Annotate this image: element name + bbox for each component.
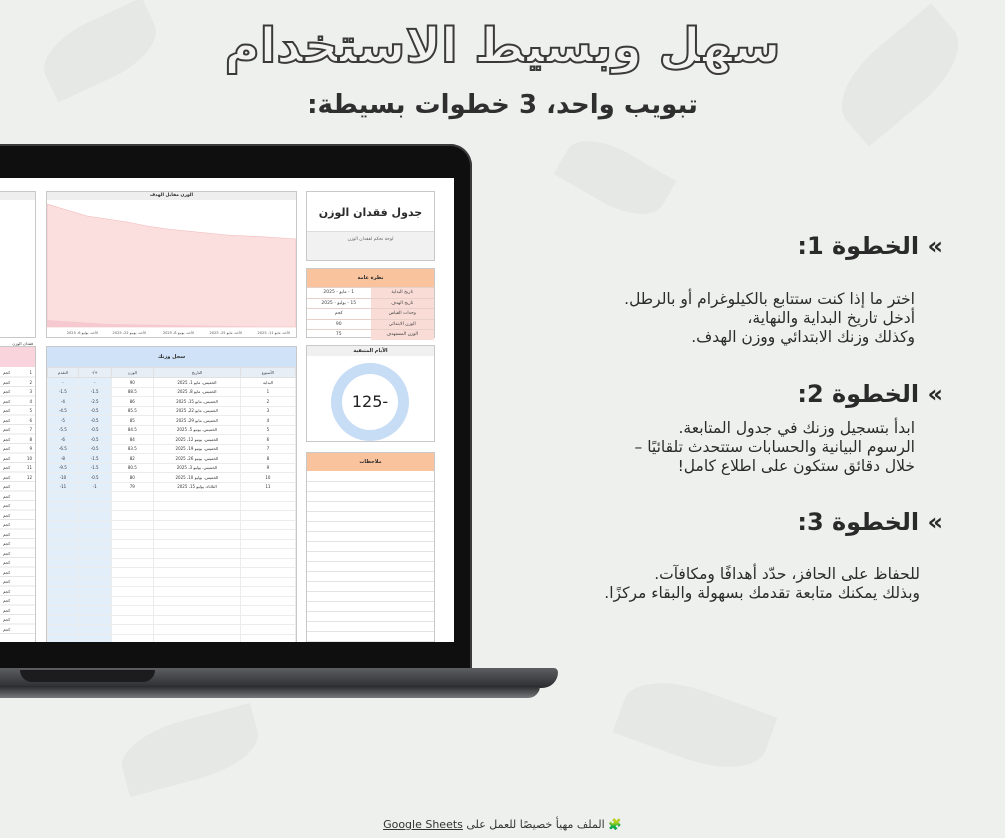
table-row-empty [48, 596, 296, 606]
puzzle-icon: 🧩 [608, 818, 622, 831]
overview-row [307, 319, 434, 330]
weight-area [47, 204, 296, 327]
log-cell-empty[interactable] [48, 530, 79, 540]
log-cell[interactable]: - [78, 378, 111, 388]
log-cell-empty[interactable] [78, 606, 111, 616]
log-cell[interactable]: 1 [240, 387, 295, 397]
log-cell-empty[interactable] [240, 520, 295, 530]
leaf-decoration [115, 703, 266, 797]
log-cell[interactable]: - [48, 378, 79, 388]
left-log-number: 1 [29, 370, 32, 375]
log-cell[interactable]: 80 [111, 473, 153, 483]
log-cell[interactable]: 1.5- [48, 387, 79, 397]
log-cell[interactable]: 0.5- [78, 473, 111, 483]
page-title: سهل وبسيط الاستخدام [224, 18, 781, 74]
log-cell-empty[interactable] [48, 615, 79, 625]
left-log-number: 7 [29, 427, 32, 432]
left-log-unit: كجم [3, 512, 11, 518]
overview-value[interactable]: كجم [334, 311, 343, 316]
log-cell[interactable]: الثلاثاء، يوليو 15، 2025 [154, 482, 241, 492]
left-log-unit: كجم [3, 484, 11, 489]
table-row-empty [48, 539, 296, 549]
log-cell-empty[interactable] [48, 501, 79, 511]
log-cell-empty[interactable] [48, 558, 79, 568]
leaf-decoration [613, 666, 778, 783]
left-panel-partial [0, 191, 36, 338]
log-cell[interactable]: الخميس، مايو 22، 2025 [154, 406, 241, 416]
left-log-unit: كجم [3, 503, 11, 508]
left-log-number: 5 [29, 408, 32, 413]
log-cell-empty[interactable] [154, 492, 241, 502]
log-cell[interactable]: 11- [48, 482, 79, 492]
log-cell[interactable]: الخميس، يوليو 10، 2025 [154, 473, 241, 483]
table-row-empty [48, 520, 296, 530]
left-log-unit: كجم [3, 626, 11, 632]
left-log-unit: كجم [3, 398, 11, 404]
table-row-empty [48, 549, 296, 559]
table-row [48, 397, 296, 407]
log-cell[interactable]: الخميس، مايو 15، 2025 [154, 397, 241, 407]
log-cell[interactable]: الخميس، يوليو 3، 2025 [154, 463, 241, 473]
log-cell[interactable]: 5- [48, 416, 79, 426]
step-3-heading: » الخطوة 3: [797, 508, 943, 536]
log-cell-empty[interactable] [48, 568, 79, 578]
log-cell-empty[interactable] [48, 596, 79, 606]
log-column-header: الأسبوع [240, 368, 295, 378]
log-cell-empty[interactable] [78, 501, 111, 511]
overview-value[interactable]: 75 [335, 332, 342, 337]
table-row [48, 378, 296, 388]
log-cell-empty[interactable] [154, 520, 241, 530]
log-cell-empty[interactable] [240, 501, 295, 511]
log-cell[interactable]: 8- [48, 454, 79, 464]
footer-text: الملف مهيأ خصيصًا للعمل على [466, 818, 605, 831]
log-cell-empty[interactable] [78, 558, 111, 568]
remaining-header: الأيام المتبقية [307, 346, 434, 356]
log-cell-empty[interactable] [78, 520, 111, 530]
remaining-donut [331, 363, 409, 441]
log-cell-empty[interactable] [48, 587, 79, 597]
log-cell-empty[interactable] [240, 625, 295, 635]
log-column-header: التقدم [48, 368, 79, 378]
log-cell[interactable]: 85.5 [111, 406, 153, 416]
overview-row [307, 308, 434, 319]
weight-log-table [46, 346, 297, 642]
step-1-text: اختر ما إذا كنت ستتابع بالكيلوغرام أو بالرطل. أدخل تاريخ البداية والنهاية، وكذلك وزنك الابتدائي ووزن الهدف. [624, 290, 915, 346]
step-3-text: للحفاظ على الحافز، حدّد أهدافًا ومكافآت. وبذلك يمكنك متابعة تقدمك بسهولة والبقاء مركزًا. [604, 565, 920, 602]
log-cell-empty[interactable] [111, 511, 153, 521]
log-cell[interactable]: 84 [111, 435, 153, 445]
log-cell-empty[interactable] [154, 577, 241, 587]
overview-value[interactable]: 90 [335, 321, 342, 327]
overview-row [307, 298, 434, 309]
table-row [48, 416, 296, 426]
left-log-unit: كجم [3, 417, 11, 423]
notes-header: ملاحظات [307, 453, 434, 471]
log-cell-empty[interactable] [154, 606, 241, 616]
log-cell[interactable]: الخميس، يونيو 5، 2025 [154, 425, 241, 435]
log-cell-empty[interactable] [111, 558, 153, 568]
left-log-unit: كجم [3, 531, 11, 537]
log-cell-empty[interactable] [48, 539, 79, 549]
left-log-number: 3 [29, 389, 32, 394]
sheet-title: جدول فقدان الوزن [318, 206, 423, 219]
log-cell-empty[interactable] [240, 634, 295, 642]
weight-chart [46, 191, 297, 338]
table-row-empty [48, 615, 296, 625]
log-cell[interactable]: 0.5- [78, 416, 111, 426]
log-cell-empty[interactable] [78, 577, 111, 587]
left-log-number: 11 [26, 465, 32, 470]
log-cell[interactable]: الخميس، يونيو 26، 2025 [154, 454, 241, 464]
remaining-value: 125- [342, 374, 398, 430]
log-cell-empty[interactable] [154, 539, 241, 549]
log-cell-empty[interactable] [111, 539, 153, 549]
log-cell-empty[interactable] [78, 549, 111, 559]
left-log-unit: كجم [3, 541, 11, 546]
left-log-number: 6 [29, 417, 32, 423]
log-cell-empty[interactable] [154, 615, 241, 625]
log-cell-empty[interactable] [240, 511, 295, 521]
step-1-heading: » الخطوة 1: [797, 232, 943, 260]
log-cell-empty[interactable] [48, 606, 79, 616]
left-log-partial [0, 341, 36, 642]
log-cell-empty[interactable] [111, 634, 153, 642]
left-log-number: 8 [29, 436, 32, 442]
log-cell-empty[interactable] [48, 549, 79, 559]
overview-value[interactable]: 15 - يوليو - 2025 [321, 300, 357, 306]
table-row [48, 463, 296, 473]
laptop-base-bottom [0, 686, 540, 698]
log-cell[interactable]: الخميس، يونيو 19، 2025 [154, 444, 241, 454]
log-cell-empty[interactable] [111, 492, 153, 502]
log-cell-empty[interactable] [240, 596, 295, 606]
log-cell-empty[interactable] [240, 577, 295, 587]
chart-x-tick: الأحد، يونيو 22، 2025 [112, 331, 146, 335]
left-log-unit: كجم [3, 560, 11, 565]
left-log-number: 9 [29, 446, 32, 451]
log-cell-empty[interactable] [240, 606, 295, 616]
log-cell[interactable]: 85 [111, 416, 153, 426]
log-cell-empty[interactable] [240, 558, 295, 568]
left-log-unit: كجم [3, 522, 11, 527]
overview-row [307, 287, 434, 298]
log-cell[interactable]: 83.5 [111, 444, 153, 454]
log-cell-empty[interactable] [240, 530, 295, 540]
left-log-unit: كجم [3, 607, 11, 613]
log-cell-empty[interactable] [240, 549, 295, 559]
left-log-unit: كجم [3, 598, 11, 603]
table-row-empty [48, 492, 296, 502]
log-cell[interactable]: الخميس، مايو 8، 2025 [154, 387, 241, 397]
log-column-header: +/- [78, 368, 111, 378]
table-row [48, 454, 296, 464]
log-cell[interactable]: 2.5- [78, 397, 111, 407]
chart-x-tick: الأحد، يوليو 6، 2025 [66, 331, 98, 335]
log-cell-empty[interactable] [154, 568, 241, 578]
overview-label: تاريخ البداية [371, 288, 435, 298]
table-row [48, 387, 296, 397]
log-cell-empty[interactable] [111, 625, 153, 635]
log-cell[interactable]: 1- [78, 482, 111, 492]
log-cell[interactable]: الخميس، مايو 29، 2025 [154, 416, 241, 426]
log-cell-empty[interactable] [240, 587, 295, 597]
left-log-number: 12 [26, 474, 32, 480]
table-row-empty [48, 568, 296, 578]
page-subtitle: تبويب واحد، 3 خطوات بسيطة: [307, 90, 698, 120]
log-cell-empty[interactable] [240, 539, 295, 549]
table-row [48, 435, 296, 445]
log-cell-empty[interactable] [154, 625, 241, 635]
log-cell[interactable]: 6.5- [48, 444, 79, 454]
log-cell-empty[interactable] [78, 492, 111, 502]
log-cell[interactable]: 2 [240, 397, 295, 407]
log-cell-empty[interactable] [111, 587, 153, 597]
log-cell[interactable]: 86 [111, 397, 153, 407]
log-cell-empty[interactable] [78, 625, 111, 635]
laptop-notch [20, 670, 155, 682]
log-cell[interactable]: 9.5- [48, 463, 79, 473]
log-cell-empty[interactable] [48, 634, 79, 642]
table-row-empty [48, 606, 296, 616]
log-cell-empty[interactable] [111, 520, 153, 530]
overview-label: الوزن الابتدائي [371, 320, 435, 330]
log-cell[interactable]: 5.5- [48, 425, 79, 435]
log-cell[interactable]: 10- [48, 473, 79, 483]
log-cell[interactable]: 3 [240, 406, 295, 416]
log-cell[interactable]: 4 [240, 416, 295, 426]
log-cell-empty[interactable] [154, 634, 241, 642]
log-cell-empty[interactable] [240, 568, 295, 578]
step-2-heading: » الخطوة 2: [797, 380, 943, 408]
left-log-unit: كجم [3, 379, 11, 385]
sheet-title-card [306, 191, 435, 261]
remaining-days-panel [306, 345, 435, 442]
log-cell-empty[interactable] [111, 606, 153, 616]
log-cell[interactable]: 10 [240, 473, 295, 483]
log-cell-empty[interactable] [111, 501, 153, 511]
overview-label: وحدات القياس [371, 309, 435, 319]
left-log-number: 2 [29, 379, 32, 385]
log-cell[interactable]: 79 [111, 482, 153, 492]
log-cell-empty[interactable] [111, 577, 153, 587]
footer-note [0, 818, 1005, 831]
log-table [47, 367, 296, 642]
left-log-unit: كجم [3, 455, 11, 461]
left-log-unit: كجم [3, 370, 11, 375]
log-cell[interactable]: الخميس، يونيو 12، 2025 [154, 435, 241, 445]
left-log-unit: كجم [3, 493, 11, 499]
left-log-unit: كجم [3, 465, 11, 470]
log-cell[interactable]: 84.5 [111, 425, 153, 435]
log-cell[interactable]: 5 [240, 425, 295, 435]
table-row-empty [48, 511, 296, 521]
left-log-number: 4 [29, 398, 32, 404]
log-cell[interactable]: 80.5 [111, 463, 153, 473]
chart-x-tick: الأحد، مايو 25، 2025 [209, 331, 242, 335]
log-cell-empty[interactable] [154, 558, 241, 568]
log-cell-empty[interactable] [111, 596, 153, 606]
left-log-unit: كجم [3, 408, 11, 413]
log-column-header: التاريخ [154, 368, 241, 378]
table-row [48, 406, 296, 416]
log-cell-empty[interactable] [48, 492, 79, 502]
overview-value[interactable]: 1 - مايو - 2025 [323, 290, 355, 295]
log-cell[interactable]: 82 [111, 454, 153, 464]
step-2-text: ابدأ بتسجيل وزنك في جدول المتابعة. الرسوم البيانية والحسابات ستتحدث تلقائيًا – خلال دقائق ستكون على اطلاع كامل! [634, 419, 915, 475]
log-cell[interactable]: 1.5- [78, 387, 111, 397]
log-cell-empty[interactable] [154, 549, 241, 559]
overview-row [307, 329, 434, 340]
log-cell-empty[interactable] [154, 596, 241, 606]
log-cell-empty[interactable] [240, 492, 295, 502]
table-row-empty [48, 577, 296, 587]
sheet-subtitle: لوحة تحكم لفقدان الوزن [347, 237, 394, 242]
log-cell-empty[interactable] [78, 615, 111, 625]
log-cell-empty[interactable] [111, 530, 153, 540]
log-cell[interactable]: 11 [240, 482, 295, 492]
log-cell[interactable]: 4.5- [48, 406, 79, 416]
table-row-empty [48, 501, 296, 511]
table-row-empty [48, 634, 296, 642]
log-cell[interactable]: البداية [240, 378, 295, 388]
log-cell[interactable]: الخميس، مايو 1، 2025 [154, 378, 241, 388]
notes-panel [306, 452, 435, 642]
log-cell[interactable]: 0.5- [78, 425, 111, 435]
log-cell[interactable]: 90 [111, 378, 153, 388]
leaf-decoration [554, 126, 677, 229]
log-cell[interactable]: 7 [240, 444, 295, 454]
left-log-unit: كجم [3, 427, 11, 432]
log-cell-empty[interactable] [78, 634, 111, 642]
chart-x-tick: الأحد، يونيو 8، 2025 [162, 331, 194, 335]
chart-x-tick: الأحد، مايو 11، 2025 [257, 331, 290, 335]
log-cell-empty[interactable] [78, 539, 111, 549]
log-cell-empty[interactable] [240, 615, 295, 625]
log-cell[interactable]: 0.5- [78, 406, 111, 416]
log-cell-empty[interactable] [48, 511, 79, 521]
log-cell[interactable]: 4- [48, 397, 79, 407]
log-cell-empty[interactable] [78, 568, 111, 578]
table-row [48, 482, 296, 492]
table-row [48, 444, 296, 454]
log-cell-empty[interactable] [111, 549, 153, 559]
left-log-unit: كجم [3, 588, 11, 594]
log-cell-empty[interactable] [111, 568, 153, 578]
left-log-unit: كجم [3, 389, 11, 394]
log-cell-empty[interactable] [111, 615, 153, 625]
log-cell-empty[interactable] [48, 625, 79, 635]
chart-area [47, 200, 296, 330]
log-cell[interactable]: 0.5- [78, 444, 111, 454]
log-cell[interactable]: 9 [240, 463, 295, 473]
left-log-unit: كجم [3, 474, 11, 480]
log-cell[interactable]: 88.5 [111, 387, 153, 397]
log-cell[interactable]: 8 [240, 454, 295, 464]
table-row [48, 473, 296, 483]
log-cell-empty[interactable] [154, 501, 241, 511]
table-row-empty [48, 587, 296, 597]
left-log-number: 10 [26, 455, 32, 461]
overview-header: نظرة عامة [307, 269, 434, 287]
log-cell[interactable]: 6 [240, 435, 295, 445]
left-log-header: فقدان الوزن [12, 341, 33, 346]
log-cell[interactable]: 6- [48, 435, 79, 445]
log-cell-empty[interactable] [154, 511, 241, 521]
left-log-unit: كجم [3, 446, 11, 451]
left-log-unit: كجم [3, 579, 11, 584]
log-cell-empty[interactable] [48, 520, 79, 530]
log-header: سجل وزنك [47, 347, 296, 367]
table-row [48, 425, 296, 435]
table-row-empty [48, 558, 296, 568]
overview-label: الوزن المستهدف [371, 330, 435, 340]
left-log-unit: كجم [3, 550, 11, 556]
log-cell-empty[interactable] [154, 530, 241, 540]
table-row-empty [48, 625, 296, 635]
log-cell-empty[interactable] [78, 587, 111, 597]
overview-panel [306, 268, 435, 338]
log-cell-empty[interactable] [78, 596, 111, 606]
log-cell[interactable]: 1.5- [78, 454, 111, 464]
log-cell[interactable]: 0.5- [78, 435, 111, 445]
google-sheets-link[interactable]: Google Sheets [383, 818, 463, 831]
left-log-unit: كجم [3, 569, 11, 575]
overview-label: تاريخ الهدف [371, 299, 435, 309]
log-cell-empty[interactable] [78, 530, 111, 540]
log-cell[interactable]: 1.5- [78, 463, 111, 473]
log-cell-empty[interactable] [48, 577, 79, 587]
log-cell-empty[interactable] [78, 511, 111, 521]
laptop-screen [0, 178, 454, 642]
left-log-unit: كجم [3, 617, 11, 622]
chart-header: الوزن مقابل الهدف [47, 192, 296, 200]
log-cell-empty[interactable] [154, 587, 241, 597]
left-log-unit: كجم [3, 436, 11, 442]
table-row-empty [48, 530, 296, 540]
log-column-header: الوزن [111, 368, 153, 378]
